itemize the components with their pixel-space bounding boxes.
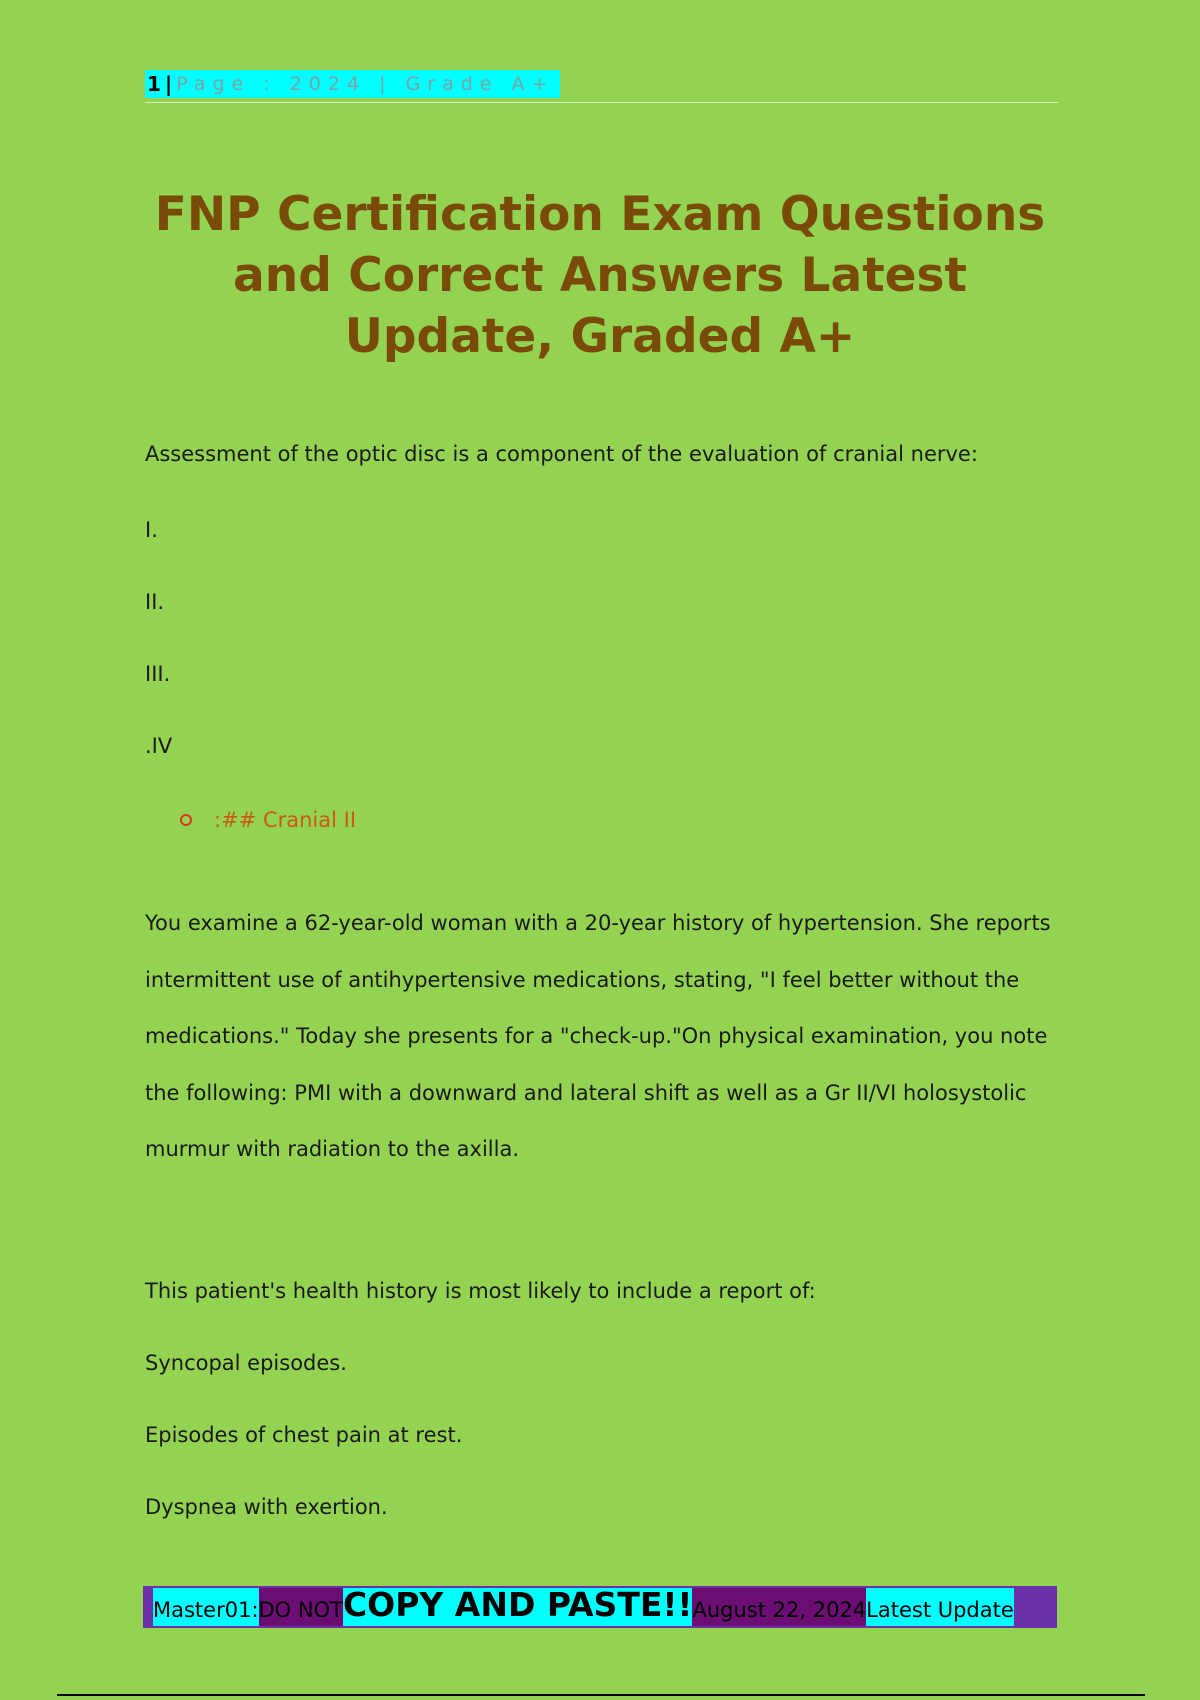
page-header bbox=[145, 70, 1058, 103]
footer-divider bbox=[57, 1694, 1145, 1696]
question-1-option: I. bbox=[145, 518, 158, 542]
question-2-text: This patient's health history is most likely to include a report of: bbox=[145, 1279, 816, 1303]
header-highlight bbox=[145, 70, 560, 98]
page-label: Page : 2024 | Grade A+ bbox=[176, 73, 555, 95]
question-2-option: Episodes of chest pain at rest. bbox=[145, 1423, 463, 1447]
banner-do-not: DO NOT bbox=[259, 1588, 343, 1626]
banner-latest-update: Latest Update bbox=[866, 1588, 1014, 1626]
header-separator: | bbox=[164, 72, 173, 96]
banner-date: August 22, 2024 bbox=[692, 1588, 866, 1626]
banner-author: Master01: bbox=[153, 1588, 259, 1626]
question-2-option: Syncopal episodes. bbox=[145, 1351, 347, 1375]
case-paragraph: You examine a 62-year-old woman with a 20-year history of hypertension. She reports intermittent use of antihypertensive medications, stating, "I feel better without the medications." Today she presents for a "check-up."On physical examination, you note the following: PMI with a downward and lateral shift as well as a Gr II/VI holosystolic murmur with radiation to the axilla. bbox=[145, 911, 1051, 1161]
banner-copy-paste: COPY AND PASTE!! bbox=[342, 1585, 693, 1624]
question-1-option: III. bbox=[145, 662, 171, 686]
page-number: 1 bbox=[147, 72, 161, 96]
document-title: FNP Certification Exam Questions and Correct Answers Latest Update, Graded A+ bbox=[154, 187, 1046, 364]
hollow-bullet-icon bbox=[180, 814, 192, 826]
question-1-text: Assessment of the optic disc is a component of the evaluation of cranial nerve: bbox=[145, 442, 978, 466]
question-2-option: Dyspnea with exertion. bbox=[145, 1495, 388, 1519]
question-1-answer bbox=[180, 808, 356, 832]
copyright-banner bbox=[143, 1586, 1057, 1628]
answer-text: :## Cranial II bbox=[214, 808, 357, 832]
question-1-option: II. bbox=[145, 590, 165, 614]
question-1-option: .IV bbox=[145, 734, 173, 758]
